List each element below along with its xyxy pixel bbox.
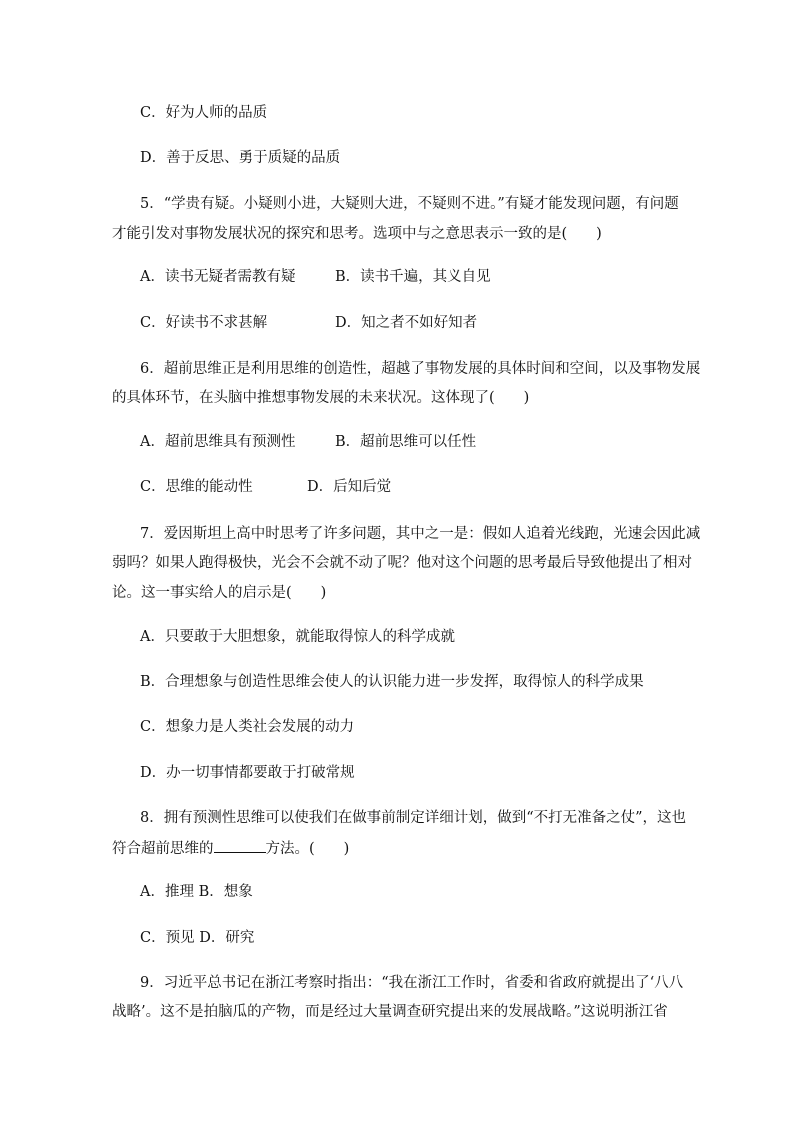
q5-option-c: C．好读书不求甚解 xyxy=(140,315,268,331)
q7-option-b: B．合理想象与创造性思维会使人的认识能力进一步发挥，取得惊人的科学成果 xyxy=(140,674,644,690)
q8-stem-line2 xyxy=(112,838,349,859)
q8-options-cd: C．预见 D．研究 xyxy=(140,930,255,946)
q6-option-a: A．超前思维具有预测性 xyxy=(140,434,296,450)
q7-stem-line3: 论。这一事实给人的启示是( ) xyxy=(112,585,327,601)
q7-stem-line1: 7．爱因斯坦上高中时思考了许多问题，其中之一是：假如人追着光线跑，光速会因此减 xyxy=(140,526,701,542)
q6-stem-line2: 的具体环节，在头脑中推想事物发展的未来状况。这体现了( ) xyxy=(112,390,530,406)
q7-option-c: C．想象力是人类社会发展的动力 xyxy=(140,719,355,735)
q8-options-ab: A．推理 B．想象 xyxy=(140,884,253,900)
q5-option-b: B．读书千遍，其义自见 xyxy=(335,269,491,285)
q8-stem-line2-post: 方法。( ) xyxy=(265,841,350,857)
q5-option-a: A．读书无疑者需教有疑 xyxy=(140,269,296,285)
q6-option-d: D．后知后觉 xyxy=(307,479,392,495)
q4-option-d: D．善于反思、勇于质疑的品质 xyxy=(140,150,341,166)
q6-option-b: B．超前思维可以任性 xyxy=(335,434,477,450)
q5-option-d: D．知之者不如好知者 xyxy=(335,315,478,331)
q6-option-c: C．思维的能动性 xyxy=(140,479,253,495)
fill-in-blank xyxy=(214,838,266,853)
q9-stem-line2: 战略’。这不是拍脑瓜的产物，而是经过大量调查研究提出来的发展战略。”这说明浙江省 xyxy=(112,1004,668,1020)
q5-stem-line1: 5．“学贵有疑。小疑则小进，大疑则大进，不疑则不进。”有疑才能发现问题，有问题 xyxy=(140,196,679,212)
q8-stem-line1: 8．拥有预测性思维可以使我们在做事前制定详细计划，做到“不打无准备之仗”，这也 xyxy=(140,810,687,826)
q6-stem-line1: 6．超前思维正是利用思维的创造性，超越了事物发展的具体时间和空间，以及事物发展 xyxy=(140,361,701,377)
q9-stem-line1: 9．习近平总书记在浙江考察时指出：“我在浙江工作时，省委和省政府就提出了‘八八 xyxy=(140,975,684,991)
q8-stem-line2-pre: 符合超前思维的 xyxy=(112,841,214,857)
q7-option-d: D．办一切事情都要敢于打破常规 xyxy=(140,765,355,781)
q4-option-c: C．好为人师的品质 xyxy=(140,105,268,121)
q7-option-a: A．只要敢于大胆想象，就能取得惊人的科学成就 xyxy=(140,629,455,645)
q7-stem-line2: 弱吗？如果人跑得极快，光会不会就不动了呢？他对这个问题的思考最后导致他提出了相对 xyxy=(112,555,692,571)
q5-stem-line2: 才能引发对事物发展状况的探究和思考。选项中与之意思表示一致的是( ) xyxy=(112,226,602,242)
